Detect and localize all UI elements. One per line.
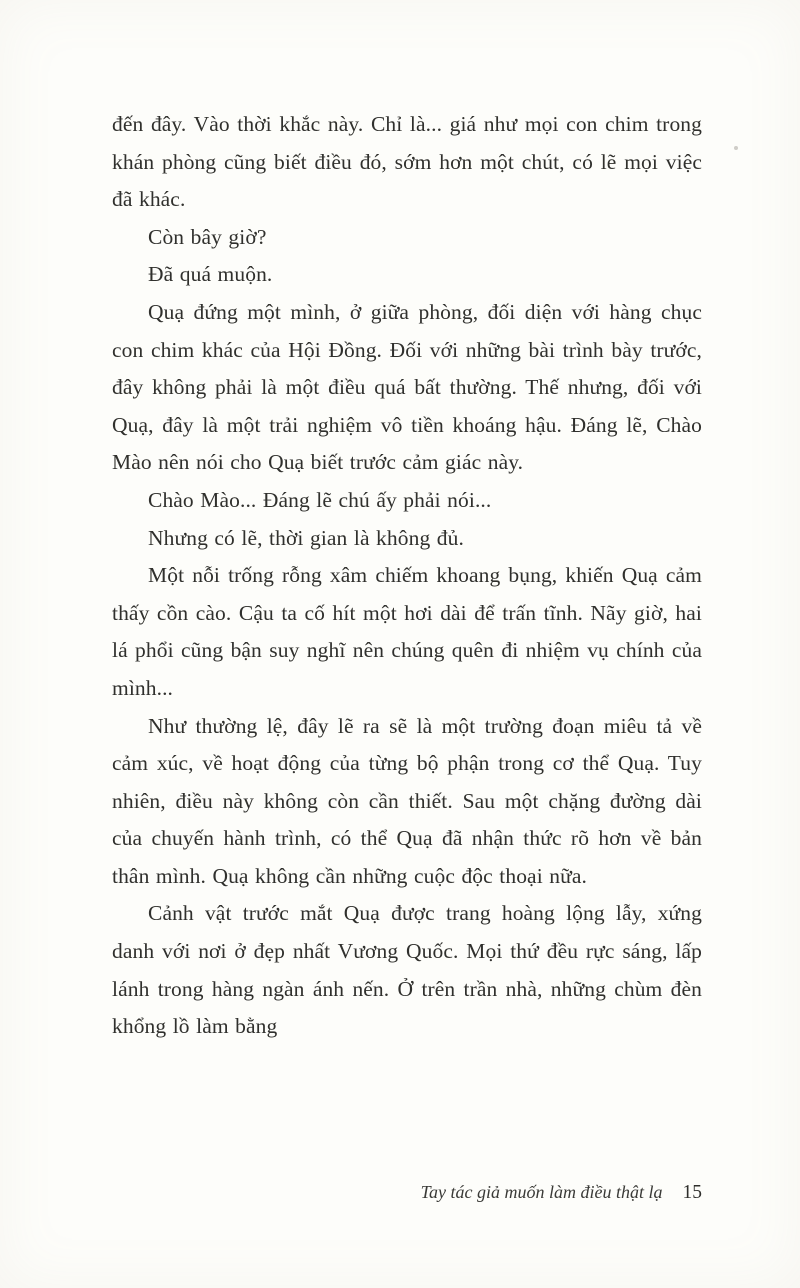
body-paragraph: Một nỗi trống rỗng xâm chiếm khoang bụng, khiến Quạ cảm thấy cồn cào. Cậu ta cố hít một hơi dài để trấn tĩnh. Nãy giờ, hai lá phổi cũng bận suy nghĩ nên chúng quên đi nhiệm vụ chính của mình... (112, 563, 702, 700)
body-paragraph: Còn bây giờ? (148, 224, 267, 249)
body-paragraph: Chào Mào... Đáng lẽ chú ấy phải nói... (148, 487, 492, 512)
body-paragraph: đến đây. Vào thời khắc này. Chỉ là... giá như mọi con chim trong khán phòng cũng biết điều đó, sớm hơn một chút, có lẽ mọi việc đã khác. (112, 112, 702, 212)
body-paragraph: Cảnh vật trước mắt Quạ được trang hoàng lộng lẫy, xứng danh với nơi ở đẹp nhất Vương Quốc. Mọi thứ đều rực sáng, lấp lánh trong hàng ngàn ánh nến. Ở trên trần nhà, những chùm đèn khổng lồ làm bằng (112, 901, 702, 1039)
body-paragraph: Nhưng có lẽ, thời gian là không đủ. (148, 525, 464, 550)
body-paragraph: Đã quá muộn. (148, 262, 273, 287)
body-text (112, 106, 702, 1046)
page-footer (112, 1182, 702, 1204)
body-paragraph: Như thường lệ, đây lẽ ra sẽ là một trường đoạn miêu tả về cảm xúc, về hoạt động của từng bộ phận trong cơ thể Quạ. Tuy nhiên, điều này không còn cần thiết. Sau một chặng đường dài của chuyến hành trình, có thể Quạ đã nhận thức rõ hơn về bản thân mình. Quạ không cần những cuộc độc thoại nữa. (112, 713, 702, 888)
footer-running-title: Tay tác giả muốn làm điều thật lạ (420, 1182, 663, 1202)
footer-page-number: 15 (682, 1182, 702, 1203)
body-paragraph: Quạ đứng một mình, ở giữa phòng, đối diện với hàng chục con chim khác của Hội Đồng. Đối với những bài trình bày trước, đây không phải là một điều quá bất thường. Thế nhưng, đối với Quạ, đây là một trải nghiệm vô tiền khoáng hậu. Đáng lẽ, Chào Mào nên nói cho Quạ biết trước cảm giác này. (112, 299, 702, 475)
